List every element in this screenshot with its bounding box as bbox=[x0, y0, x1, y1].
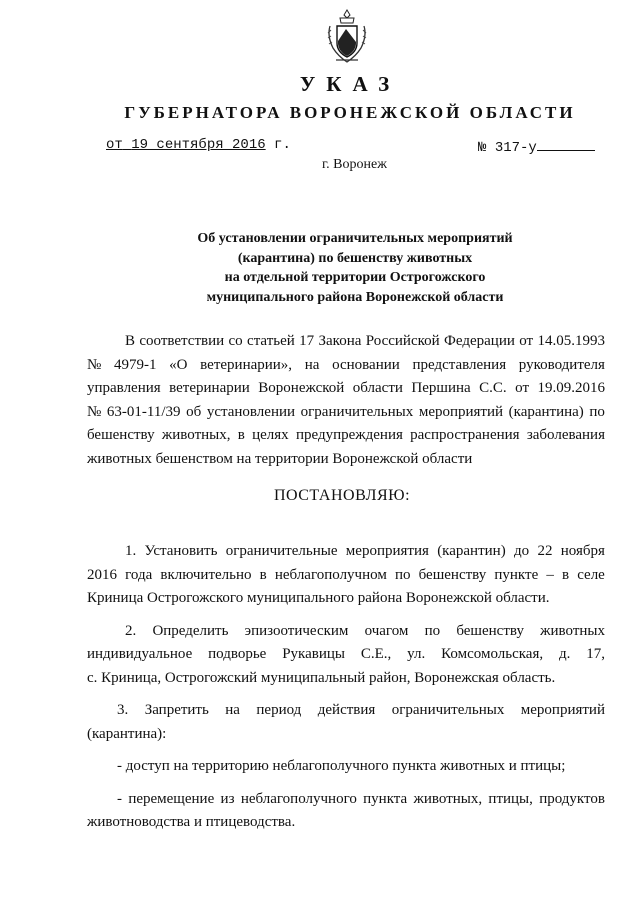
preamble-paragraph bbox=[87, 330, 605, 471]
date-prefix: от bbox=[106, 137, 123, 153]
subject-line: муниципального района Воронежской области bbox=[206, 289, 504, 305]
document-issuer: ГУБЕРНАТОРА ВОРОНЕЖСКОЙ ОБЛАСТИ bbox=[124, 103, 576, 122]
item-3-sub-2 bbox=[87, 788, 605, 835]
item-1 bbox=[87, 540, 605, 611]
document-title: УКАЗ bbox=[299, 72, 401, 96]
preamble-line: животных бешенством на территории Воронежской области bbox=[87, 450, 473, 467]
item-line: 1. Установить ограничительные мероприятия (карантин) до 22 ноября bbox=[125, 543, 605, 559]
item-line: - доступ на территорию неблагополучного пункта животных и птицы; bbox=[117, 758, 566, 774]
date-suffix: г. bbox=[274, 137, 291, 153]
date-value: 19 сентября 2016 bbox=[131, 137, 266, 153]
document-city: г. Воронеж bbox=[322, 157, 387, 172]
item-line: (карантина): bbox=[87, 725, 167, 742]
item-line: животноводства и птицеводства. bbox=[87, 814, 296, 830]
item-2 bbox=[87, 620, 605, 691]
item-line: с. Криница, Острогожский муниципальный район, Воронежская область. bbox=[87, 669, 556, 686]
item-line: индивидуальное подворье Рукавицы С.Е., ул. Комсомольская, д. 17, bbox=[87, 646, 605, 662]
decree-word: ПОСТАНОВЛЯЮ: bbox=[273, 487, 411, 504]
item-line: 3. Запретить на период действия ограничительных мероприятий bbox=[117, 702, 605, 718]
document-date bbox=[106, 137, 291, 153]
number-underline bbox=[537, 139, 595, 151]
coat-of-arms-icon bbox=[326, 8, 368, 66]
preamble-line: В соответствии со статьей 17 Закона Российской Федерации от 14.05.1993 bbox=[125, 333, 605, 349]
subject-line: Об установлении ограничительных мероприятий bbox=[197, 231, 513, 246]
subject-line: (карантина) по бешенству животных bbox=[237, 250, 473, 266]
preamble-line: управления ветеринарии Воронежской области Першина С.С. от 19.09.2016 bbox=[87, 380, 605, 396]
decree-items bbox=[87, 540, 605, 835]
document-number bbox=[478, 139, 595, 156]
preamble-line: бешенству животных, в целях предупреждения распространения заболевания bbox=[87, 427, 605, 443]
item-line: 2. Определить эпизоотическим очагом по бешенству животных bbox=[125, 622, 605, 639]
preamble-line: № 63-01-11/39 об установлении ограничительных мероприятий (карантина) по bbox=[87, 403, 605, 420]
item-line: - перемещение из неблагополучного пункта животных, птицы, продуктов bbox=[117, 790, 605, 807]
item-line: 2016 года включительно в неблагополучном по бешенству пункте – в селе bbox=[87, 566, 605, 583]
item-3 bbox=[87, 699, 605, 746]
document-subject bbox=[150, 229, 560, 307]
number-value: 317-у bbox=[494, 140, 537, 156]
item-line: Криница Острогожского муниципального района Воронежской области. bbox=[87, 590, 550, 606]
number-prefix: № bbox=[478, 140, 487, 156]
subject-line: на отдельной территории Острогожского bbox=[224, 270, 486, 285]
preamble-line: № 4979-1 «О ветеринарии», на основании представления руководителя bbox=[87, 356, 605, 373]
item-3-sub-1 bbox=[87, 755, 605, 779]
